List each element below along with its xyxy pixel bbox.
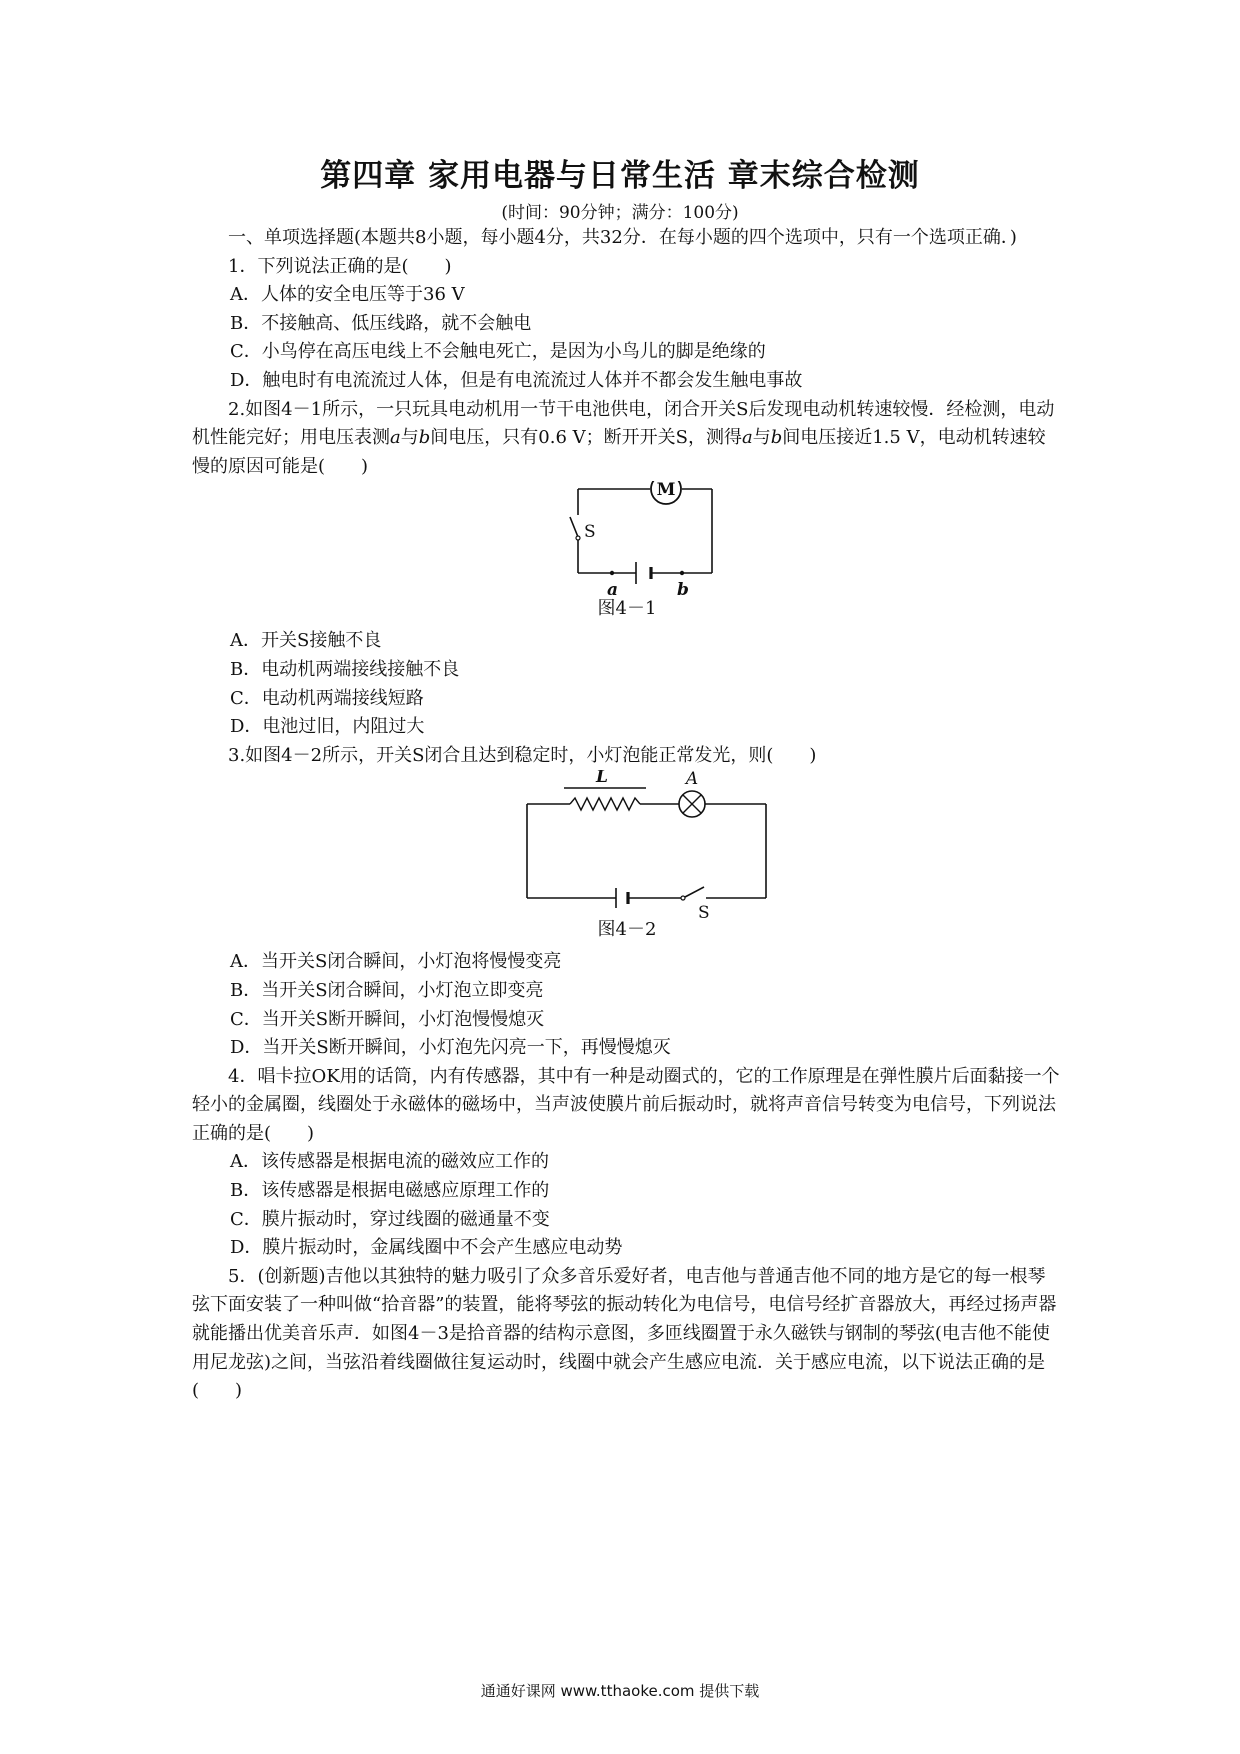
- question-5-stem: 5．(创新题)吉他以其独特的魅力吸引了众多音乐爱好者，电吉他与普通吉他不同的地方是它的每一根琴弦下面安装了一种叫做“拾音器”的装置，能将琴弦的振动转化为电信号，电信号经扩音器放大，再经过扬声器就能播出优美音乐声．如图4－3是拾音器的结构示意图，多匝线圈置于永久磁铁与钢制的琴弦(电吉他不能使用尼龙弦)之间，当弦沿着线圈做往复运动时，线圈中就会产生感应电流．关于感应电流，以下说法正确的是( ): [192, 1265, 1057, 1402]
- battery-icon: [616, 888, 628, 908]
- inductor-icon: [564, 788, 646, 810]
- question-1-stem: 1．下列说法正确的是( ): [228, 255, 452, 277]
- circuit-diagram-4-2: [192, 770, 1062, 922]
- question-1-option-c: C．小鸟停在高压电线上不会触电死亡，是因为小鸟儿的脚是绝缘的: [230, 341, 766, 363]
- question-3-option-a: A．当开关S闭合瞬间，小灯泡将慢慢变亮: [230, 951, 562, 973]
- page-title: 第四章 家用电器与日常生活 章末综合检测: [320, 158, 920, 194]
- question-3-stem: 3.如图4－2所示，开关S闭合且达到稳定时，小灯泡能正常发光，则( ): [228, 744, 817, 766]
- exam-info: (时间：90分钟；满分：100分): [501, 203, 739, 223]
- point-b-label: b: [677, 580, 689, 601]
- q2-var-b-2: b: [770, 427, 783, 449]
- question-4-stem: 4．唱卡拉OK用的话筒，内有传感器，其中有一种是动圈式的，它的工作原理是在弹性膜片后面黏接一个轻小的金属圈，线圈处于永磁体的磁场中，当声波使膜片前后振动时，就将声音信号转变为电信号，下列说法正确的是( ): [192, 1065, 1060, 1144]
- point-a-label: a: [607, 580, 619, 601]
- section-heading: 一、单项选择题(本题共8小题，每小题4分，共32分．在每小题的四个选项中，只有一个选项正确．): [228, 227, 1017, 248]
- question-2-option-d: D．电池过旧，内阻过大: [230, 716, 425, 738]
- question-1-option-a: A．人体的安全电压等于36 V: [230, 284, 465, 306]
- question-1-option-d: D．触电时有电流流过人体，但是有电流流过人体并不都会发生触电事故: [230, 369, 803, 391]
- q2-var-a: a: [390, 427, 401, 449]
- switch-s-icon: [681, 887, 704, 900]
- question-2-option-a: A．开关S接触不良: [230, 630, 382, 652]
- question-2-option-b: B．电动机两端接线接触不良: [230, 658, 460, 680]
- question-2-stem: [192, 396, 1062, 482]
- figure-4-2: [192, 770, 1062, 922]
- point-b-dot: [680, 571, 684, 575]
- q2-stem-and-2: 与: [752, 427, 771, 449]
- q2-var-a-2: a: [741, 427, 753, 449]
- switch-s-icon: [570, 517, 580, 540]
- q2-stem-and: 与: [400, 427, 419, 449]
- figure-4-1-caption: 图4－1: [597, 598, 657, 620]
- question-4-option-b: B．该传感器是根据电磁感应原理工作的: [230, 1180, 550, 1202]
- question-1-option-b: B．不接触高、低压线路，就不会触电: [230, 312, 532, 334]
- battery-icon: [636, 562, 651, 584]
- content-body: [192, 224, 1062, 1406]
- point-a-dot: [610, 571, 614, 575]
- figure-4-2-caption: 图4－2: [597, 919, 657, 941]
- motor-label: M: [656, 481, 676, 501]
- q2-var-b: b: [418, 427, 431, 449]
- question-4-option-a: A．该传感器是根据电流的磁效应工作的: [230, 1151, 549, 1173]
- question-2-option-c: C．电动机两端接线短路: [230, 687, 424, 709]
- question-3-option-b: B．当开关S闭合瞬间，小灯泡立即变亮: [230, 979, 544, 1001]
- q2-stem-part-1: 2.如图4－1所示，一只玩具电动机用一节干电池供电，闭合开关S后发现电动机转速较慢．经检测，电动机性能完好；用电压表测: [192, 398, 1055, 449]
- figure-4-1: [192, 481, 1062, 621]
- switch-s-label: S: [584, 522, 596, 543]
- page-footer: 通通好课网 www.tthaoke.com 提供下载: [480, 1682, 760, 1700]
- question-4-option-d: D．膜片振动时，金属线圈中不会产生感应电动势: [230, 1237, 623, 1259]
- switch-s-label: S: [698, 903, 710, 923]
- inductor-label: L: [596, 770, 608, 788]
- question-3-option-d: D．当开关S断开瞬间，小灯泡先闪亮一下，再慢慢熄灭: [230, 1037, 671, 1059]
- question-4-option-c: C．膜片振动时，穿过线圈的磁通量不变: [230, 1208, 550, 1230]
- lamp-icon: [679, 791, 705, 817]
- q2-stem-part-3: 间电压接近1.5 V，电动机转速较慢的原因可能是( ): [192, 427, 1046, 477]
- lamp-label: A: [685, 770, 699, 790]
- q2-stem-part-2: 间电压，只有0.6 V；断开开关S，测得: [430, 427, 742, 449]
- question-3-option-c: C．当开关S断开瞬间，小灯泡慢慢熄灭: [230, 1008, 545, 1030]
